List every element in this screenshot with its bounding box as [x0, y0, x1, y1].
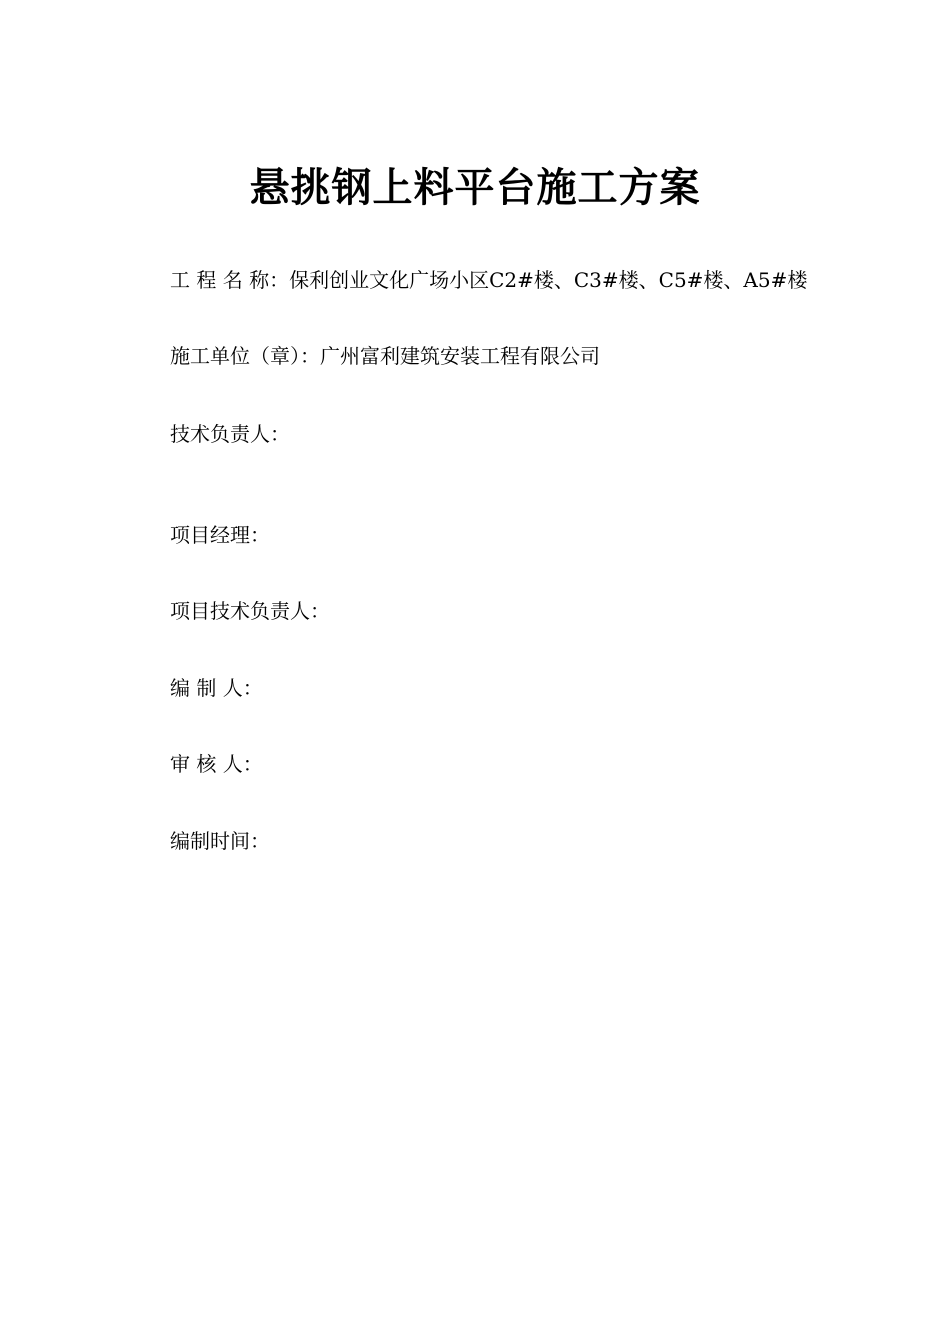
field-label: 施工单位（章）： [170, 344, 320, 368]
field-value: 保利创业文化广场小区C2#楼、C3#楼、C5#楼、A5#楼 [289, 268, 808, 292]
field-label: 工 程 名 称： [170, 268, 290, 292]
field-preparation-date [170, 826, 270, 856]
field-project-manager [170, 520, 270, 550]
field-label: 审 核 人： [170, 752, 263, 776]
field-construction-unit [170, 341, 600, 371]
field-project-name [170, 265, 807, 295]
field-value: 广州富利建筑安装工程有限公司 [320, 344, 600, 368]
document-title: 悬挑钢上料平台施工方案 [249, 165, 701, 211]
field-label: 项目经理： [170, 523, 270, 547]
field-label: 技术负责人： [170, 422, 290, 446]
field-project-technical-lead [170, 596, 330, 626]
field-reviewed-by [170, 749, 263, 779]
field-label: 编制时间： [170, 829, 270, 853]
field-label: 编 制 人： [170, 676, 263, 700]
field-label: 项目技术负责人： [170, 599, 330, 623]
field-technical-lead [170, 419, 290, 449]
field-prepared-by [170, 673, 263, 703]
